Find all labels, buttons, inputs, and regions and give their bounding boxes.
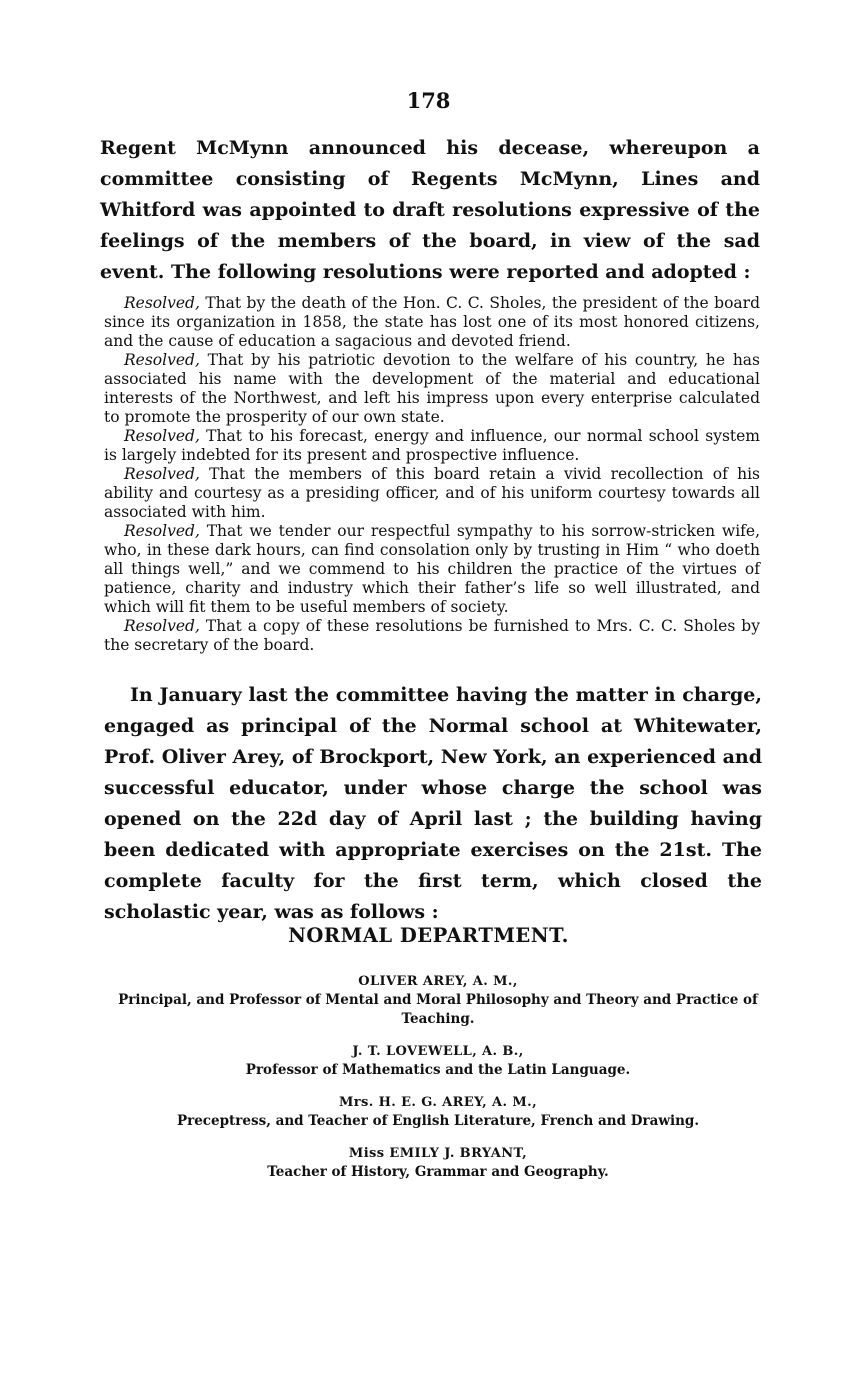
page-number: 178 [406,88,451,113]
resolution-lead: Resolved, [124,294,200,312]
resolution-lead: Resolved, [124,351,200,369]
faculty-role: Teacher of History, Grammar and Geography. [267,1164,609,1180]
resolution-4 [104,465,760,522]
main-paragraph: In January last the committee having the matter in charge, engaged as principal of the Normal school at Whitewater, Prof. Oliver Arey, of Brockport, New York, an experienced and successful educator, under whose charge the school was opened on the 22d day of April last ; the building having been dedicated with appropriate exercises on the 21st. The complete faculty for the first term, which closed the scholastic year, was as follows : [104,684,762,923]
faculty-member [100,972,776,1029]
resolutions-block [104,294,760,655]
resolution-lead: Resolved, [124,427,200,445]
resolution-text: That by his patriotic devotion to the welfare of his country, he has associated his name with the development of the material and educational interests of the Northwest, and left his impress upon every enterprise calculated to promote the prosperity of our own state. [104,351,760,426]
faculty-member [100,1093,776,1131]
faculty-name: J. T. LOVEWELL, A. B., [352,1044,524,1059]
resolution-text: That we tender our respectful sympathy to his sorrow-stricken wife, who, in these dark hours, can find consolation only by trusting in Him “ who doeth all things well,” and we commend to his children the practice of the virtues of patience, charity and industry which their father’s life so well illustrated, and which will fit them to be useful members of society. [104,522,760,616]
resolution-6 [104,617,760,655]
faculty-member [100,1144,776,1182]
resolution-text: That to his forecast, energy and influence, our normal school system is largely indebted for its present and prospective influence. [104,427,760,464]
faculty-name: Miss EMILY J. BRYANT, [348,1146,528,1161]
faculty-list [100,972,776,1195]
resolution-text: That by the death of the Hon. C. C. Sholes, the president of the board since its organization in 1858, the state has lost one of its most honored citizens, and the cause of education a sagacious and devoted friend. [104,294,760,350]
resolution-lead: Resolved, [124,465,200,483]
faculty-role: Preceptress, and Teacher of English Literature, French and Drawing. [176,1113,700,1129]
faculty-role: Principal, and Professor of Mental and Moral Philosophy and Theory and Practice of Teaching. [118,992,758,1027]
resolution-2 [104,351,760,427]
resolution-3 [104,427,760,465]
resolution-5 [104,522,760,617]
faculty-name: OLIVER AREY, A. M., [358,974,518,989]
faculty-name: Mrs. H. E. G. AREY, A. M., [338,1095,538,1110]
resolution-text: That the members of this board retain a vivid recollection of his ability and courtesy as a presiding officer, and of his uniform courtesy towards all associated with him. [104,465,760,521]
opening-paragraph: Regent McMynn announced his decease, whereupon a committee consisting of Regents McMynn, Lines and Whitford was appointed to draft resolutions expressive of the feelings of the members of the board, in view of the sad event. The following resolutions were reported and adopted : [100,137,760,283]
department-heading: NORMAL DEPARTMENT. [288,924,569,947]
faculty-member [100,1042,776,1080]
resolution-lead: Resolved, [124,522,200,540]
resolution-1 [104,294,760,351]
faculty-role: Professor of Mathematics and the Latin Language. [245,1062,631,1078]
resolution-lead: Resolved, [124,617,200,635]
resolution-text: That a copy of these resolutions be furnished to Mrs. C. C. Sholes by the secretary of the board. [104,617,760,654]
